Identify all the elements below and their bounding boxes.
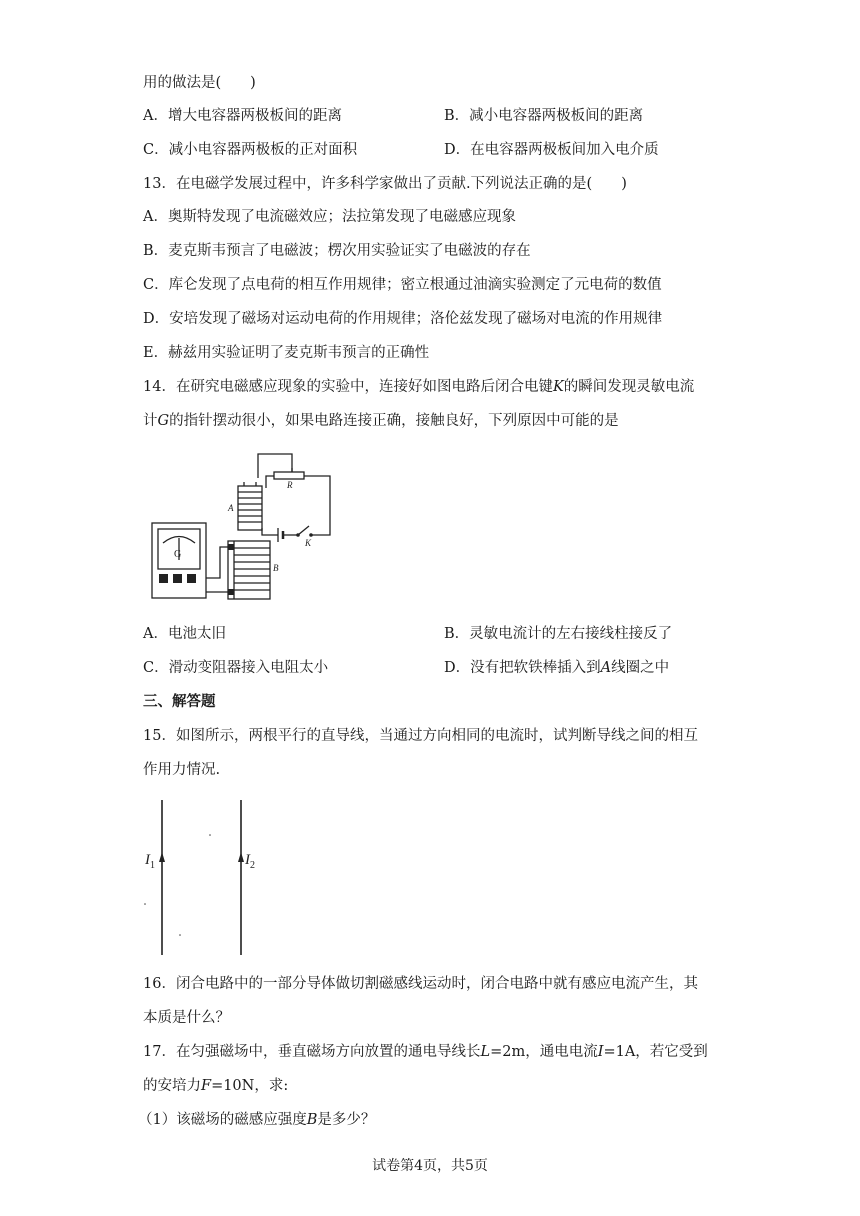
- q14-var-k: K: [552, 379, 564, 395]
- q13-option-a: A．奥斯特发现了电流磁效应；法拉第发现了电磁感应现象: [143, 209, 516, 225]
- q13-option-c: C．库仑发现了点电荷的相互作用规律；密立根通过油滴实验测定了元电荷的数值: [143, 277, 662, 293]
- i-symbol: I: [145, 852, 150, 868]
- q14-option-d: [444, 658, 669, 678]
- q17-text: 的安培力: [143, 1078, 201, 1094]
- q12-option-c: C．减小电容器两极板的正对面积: [143, 142, 358, 158]
- q17-stem-line1: [143, 1042, 708, 1062]
- q14-text: 14．在研究电磁感应现象的实验中，连接好如图电路后闭合电键: [143, 379, 553, 395]
- q14-option-a: A．电池太旧: [143, 626, 226, 642]
- section-heading: 三、解答题: [143, 693, 216, 710]
- q14-stem-line2: [143, 411, 619, 431]
- q14-circuit-figure: [148, 448, 348, 613]
- q17-stem-line2: [143, 1076, 288, 1096]
- q14-text: 线圈之中: [611, 660, 670, 676]
- q14-option-b: B．灵敏电流计的左右接线柱接反了: [444, 626, 673, 642]
- q17-var-l: L: [480, 1044, 491, 1060]
- q14-option-c: C．滑动变阻器接入电阻太小: [143, 660, 329, 676]
- q17-text: （1）该磁场的磁感应强度: [138, 1112, 307, 1128]
- q13-option-d: D．安培发现了磁场对运动电荷的作用规律；洛伦兹发现了磁场对电流的作用规律: [143, 311, 663, 327]
- q17-var-i: I: [597, 1044, 604, 1060]
- i-subscript: 1: [150, 860, 155, 871]
- q17-text: 是多少？: [317, 1112, 376, 1128]
- q14-text: 的指针摆动很小，如果电路连接正确，接触良好，下列原因中可能的是: [169, 413, 619, 429]
- q12-stem-cont: 用的做法是( ): [143, 75, 256, 91]
- q17-var-f: F: [201, 1078, 212, 1094]
- q12-option-a: A．增大电容器两极板间的距离: [143, 108, 342, 124]
- q13-stem: 13．在电磁学发展过程中，许多科学家做出了贡献.下列说法正确的是( ): [143, 176, 627, 192]
- q12-option-b: B．减小电容器两极板间的距离: [444, 108, 644, 124]
- q15-parallel-wires-figure: [140, 798, 270, 958]
- q14-var-a: A: [600, 660, 612, 676]
- fig-label-i1: [144, 852, 155, 871]
- q13-option-b: B．麦克斯韦预言了电磁波；楞次用实验证实了电磁波的存在: [143, 243, 531, 259]
- q17-text: =10N，求:: [211, 1078, 289, 1094]
- q16-stem-line2: 本质是什么？: [143, 1010, 230, 1026]
- fig-label-i2: [244, 852, 255, 871]
- i-subscript: 2: [250, 860, 255, 871]
- q13-option-e: E．赫兹用实验证明了麦克斯韦预言的正确性: [143, 345, 430, 361]
- q17-text: 17．在匀强磁场中，垂直磁场方向放置的通电导线长: [143, 1044, 481, 1060]
- q17-var-b: B: [306, 1112, 318, 1128]
- q14-var-g: G: [157, 413, 170, 429]
- q16-stem-line1: 16．闭合电路中的一部分导体做切割磁感线运动时，闭合电路中就有感应电流产生，其: [143, 976, 698, 992]
- fig-label-a: A: [228, 503, 234, 513]
- fig-label-k: K: [305, 538, 312, 548]
- q12-option-d: D．在电容器两极板间加入电介质: [444, 142, 659, 158]
- q17-text: =1A，若它受到: [603, 1044, 708, 1060]
- i-symbol: I: [245, 852, 250, 868]
- fig-label-g: G: [174, 549, 182, 560]
- fig-label-r: R: [287, 480, 293, 490]
- q14-stem-line1: [143, 377, 694, 397]
- q17-subquestion-1: [138, 1110, 375, 1130]
- q17-text: =2m，通电电流: [490, 1044, 598, 1060]
- q15-stem-line1: 15．如图所示，两根平行的直导线，当通过方向相同的电流时，试判断导线之间的相互: [143, 728, 698, 744]
- page-footer: 试卷第4页，共5页: [372, 1158, 488, 1174]
- q14-text: D．没有把软铁棒插入到: [444, 660, 601, 676]
- q15-stem-line2: 作用力情况.: [143, 762, 221, 778]
- q14-text: 的瞬间发现灵敏电流: [563, 379, 695, 395]
- fig-label-b: B: [273, 563, 279, 573]
- q14-text: 计: [143, 413, 158, 429]
